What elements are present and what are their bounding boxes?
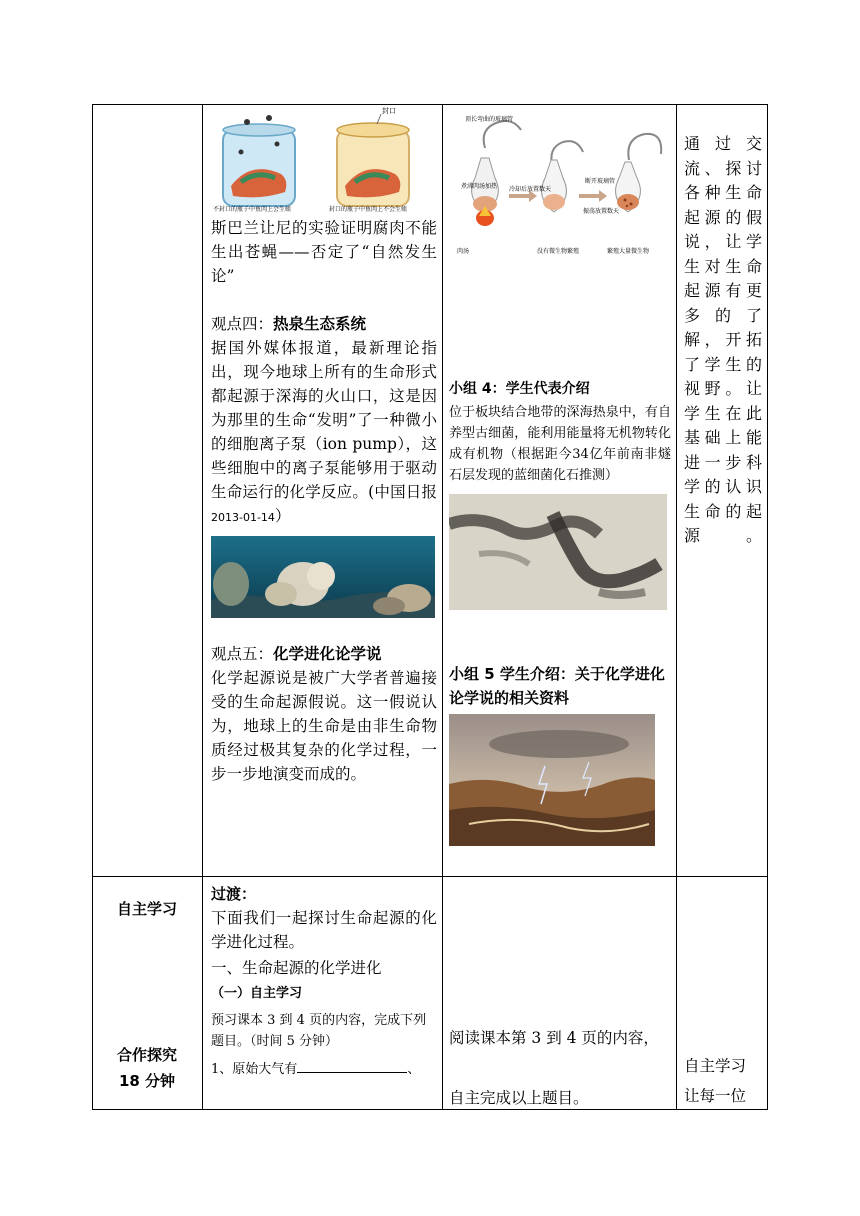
row1-content-cell [211,108,437,786]
row2-intent-line2: 让每一位 [684,1087,747,1105]
lesson-plan-table [92,104,768,1110]
table-border-top [92,104,768,105]
hydrothermal-vent-image [211,536,435,618]
row1-design-intent: 通过交流、探讨各种生命起源的假说，让学生对生命起源有更多的了解，开拓了学生的视野。让学生在此基础上能进一步科学的认识生命的起源。 [684,134,762,545]
flask-label-8: 繁殖大量微生物 [607,248,650,255]
question-1 [211,1058,437,1080]
section-title: 一、生命起源的化学进化 [211,959,382,977]
flask-label-6: 肉汤 [457,248,470,255]
group5-title: 小组 5 学生介绍：关于化学进化论学说的相关资料 [449,665,665,707]
pasteur-flask-illustration [449,108,671,266]
table-border-right [767,104,768,1110]
label-duration: 18 分钟 [118,1072,176,1090]
column-divider-3 [676,104,677,1110]
flask-label-4: 断开玻璃管 [585,178,616,185]
column-divider-1 [202,104,203,1110]
view4-prefix: 观点四： [211,315,274,333]
row1-activity-cell [449,108,671,846]
row2-intent-line1: 自主学习 [684,1057,747,1075]
question-1-text: 1、原始大气有 [211,1062,298,1077]
view4-body-text: 据国外媒体报道，最新理论指出，现今地球上所有的生命形式都起源于深海的火山口，这是因为那里的生命“发明”了一种微小的细胞离子泵（ion pump），这些细胞中的离子泵能够用于驱动生命运行的化学反应。(中国日报 [211,339,437,501]
label-cooperative-inquiry: 合作探究 [116,1046,177,1064]
redi-jars-illustration [211,108,437,214]
row2-activity-line1: 阅读课本第 3 到 4 页的内容， [449,1029,659,1047]
flask-label-3: 冷却后放置数天 [509,186,552,193]
jar-caption-right: 封口的瓶子中鱼肉上不会生蛆 [329,206,408,213]
view4-heading [211,312,437,336]
redi-experiment-text: 斯巴兰让尼的实验证明腐肉不能生出苍蝇——否定了“自然发生论” [211,219,437,285]
row2-activity-line2: 自主完成以上题目。 [449,1089,589,1107]
flask-label-2: 煮沸肉汤加热 [461,183,498,190]
view5-body: 化学起源说是被广大学者普遍接受的生命起源假说。这一假说认为，地球上的生命是由非生命物质经过极其复杂的化学过程，一步一步地演变而成的。 [211,669,437,783]
instruction: 预习课本 3 到 4 页的内容，完成下列题目。（时间 5 分钟） [211,1013,427,1049]
view5-prefix: 观点五： [211,645,274,663]
primitive-earth-image [449,714,655,846]
transition-body: 下面我们一起探讨生命起源的化学进化过程。 [211,909,437,951]
jar-caption-left: 不封口的瓶子中鱼肉上会生蛆 [213,206,292,213]
flask-label-5: 振荡放置数天 [583,208,620,215]
label-self-study: 自主学习 [116,900,177,918]
flask-label-1: 顶长弯曲的玻璃管 [465,116,514,123]
view4-title: 热泉生态系统 [273,315,367,333]
row2-content-cell [211,882,437,1080]
flask-label-7: 没有微生物繁殖 [537,248,580,255]
group4-title: 小组 4：学生代表介绍 [449,381,590,397]
sub-title: （一）自主学习 [211,986,303,1001]
question-1-tail: 、 [407,1062,421,1077]
cyanobacteria-fossil-image [449,494,667,610]
jar-seal-label: 封口 [382,107,396,115]
view5-title: 化学进化论学说 [273,645,382,663]
group4-body: 位于板块结合地带的深海热泉中，有自养型古细菌，能利用能量将无机物转化成有机物（根据距今34亿年前南非燧石层发现的蓝细菌化石推测） [449,405,671,483]
view4-date: 2013-01-14 [211,511,275,524]
view4-body [211,336,437,530]
transition-title: 过渡： [211,885,257,903]
table-row-divider [92,876,768,877]
column-divider-2 [442,104,443,1110]
view4-close: ） [274,507,291,525]
question-1-blank[interactable] [297,1058,407,1073]
table-border-left [92,104,93,1110]
view5-heading [211,642,437,666]
